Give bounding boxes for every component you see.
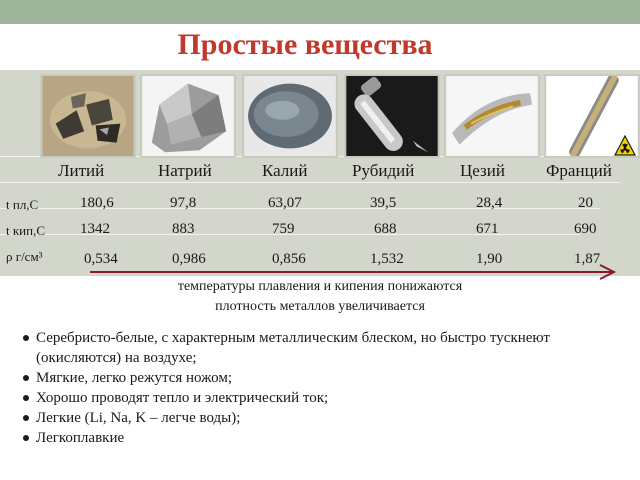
element-name-potassium: Калий <box>262 161 308 180</box>
melting-lithium: 180,6 <box>80 195 114 211</box>
density-rubidium: 1,532 <box>370 251 404 267</box>
element-name-rubidium: Рубидий <box>352 161 415 180</box>
lithium-photo <box>40 74 136 158</box>
trend-caption-density: плотность металлов увеличивается <box>215 299 425 314</box>
property-item: Легкие (Li, Na, K – легче воды); <box>32 408 612 428</box>
sodium-photo <box>140 74 236 158</box>
melting-francium: 20 <box>578 195 593 211</box>
property-item: Легкоплавкие <box>32 428 612 448</box>
row-label-melting: t пл,С <box>6 197 39 212</box>
page-title: Простые вещества <box>177 28 433 61</box>
top-bar <box>0 0 640 24</box>
trend-caption-temperature: температуры плавления и кипения понижаются <box>177 279 463 294</box>
element-name-lithium: Литий <box>58 161 105 180</box>
boiling-sodium: 883 <box>172 221 195 237</box>
boiling-francium: 690 <box>574 221 597 237</box>
potassium-photo <box>242 74 338 158</box>
melting-potassium: 63,07 <box>268 195 302 211</box>
boiling-rubidium: 688 <box>374 221 397 237</box>
property-item: Серебристо-белые, с характерным металлическим блеском, но быстро тускнеют (окисляются) на воздухе; <box>32 328 612 368</box>
boiling-cesium: 671 <box>476 221 499 237</box>
density-cesium: 1,90 <box>476 251 503 267</box>
density-potassium: 0,856 <box>272 251 306 267</box>
element-name-sodium: Натрий <box>158 161 212 180</box>
melting-sodium: 97,8 <box>170 195 197 211</box>
property-item: Хорошо проводят тепло и электрический ток; <box>32 388 612 408</box>
element-name-francium: Франций <box>546 161 612 180</box>
melting-rubidium: 39,5 <box>370 195 397 211</box>
boiling-potassium: 759 <box>272 221 295 237</box>
row-label-density: ρ г/см³ <box>6 249 43 264</box>
row-label-boiling: t кип,С <box>6 223 46 238</box>
rubidium-photo <box>344 74 440 158</box>
density-francium: 1,87 <box>574 251 601 267</box>
properties-list <box>30 328 612 448</box>
density-lithium: 0,534 <box>84 251 118 267</box>
cesium-photo <box>444 74 540 158</box>
melting-cesium: 28,4 <box>476 195 503 211</box>
density-sodium: 0,986 <box>172 251 206 267</box>
radiation-icon <box>614 135 636 157</box>
property-item: Мягкие, легко режутся ножом; <box>32 368 612 388</box>
element-name-cesium: Цезий <box>460 161 505 180</box>
boiling-lithium: 1342 <box>80 221 110 237</box>
